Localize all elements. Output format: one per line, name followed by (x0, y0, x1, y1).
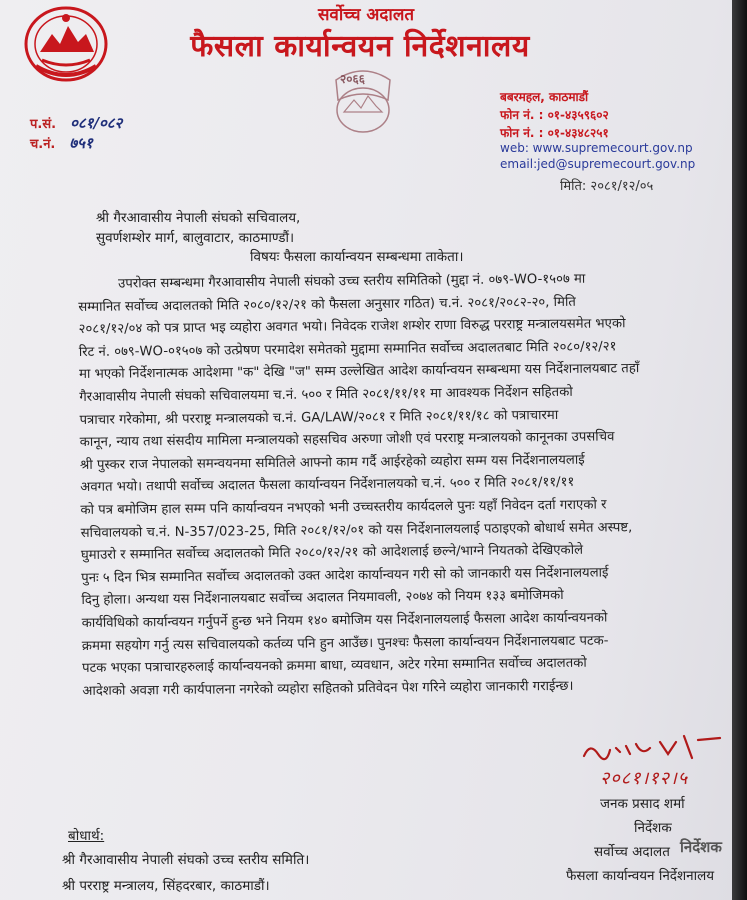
department-title: फैसला कार्यान्वयन निर्देशनालय (190, 29, 530, 64)
body-line: आदेशको अवज्ञा गरी कार्यपालना नगरेको व्यहोरा सहितको प्रतिवेदन पेश गरिने व्यहोरा जानकारी गराईन्छ। (82, 678, 574, 699)
cc-item: श्री गैरआवासीय नेपाली संघको उच्च स्तरीय समिति। (62, 852, 310, 868)
letter-date: मिति: २०८१/१२/०५ (560, 179, 654, 194)
handwritten-date: २०८१।१२।५ (600, 768, 689, 789)
letter-body (78, 267, 727, 703)
cc-label: बोधार्थ: (68, 828, 105, 844)
body-line: रिट नं. ०७९-WO-०१५०७ को उत्प्रेषण परमादेश समेतको मुद्दामा सम्मानित सर्वोच्च अदालतबाट मिति २०८०/१२/२१ (78, 339, 617, 360)
patra-sankhya: प.सं. ०८१/०८२ (30, 114, 123, 132)
stamp-year: २०६६ (340, 72, 365, 86)
body-line: पटक भएका पत्राचारहरुलाई कार्यान्वयनको क्रममा बाधा, व्यवधान, अटेर गरेमा सम्मानित सर्वोच्च अदालतको (82, 655, 587, 677)
body-line: कार्यविधिको कार्यान्वयन गर्नुपर्ने हुन्छ भने नियम १४० बमोजिम यस निर्देशनालयलाई फैसला आदेश कार्यान्वयनको (81, 610, 608, 631)
signer-office-2: फैसला कार्यान्वयन निर्देशनालय (566, 868, 715, 884)
stamp-overprint: निर्देशक (680, 838, 722, 856)
body-line: श्री पुस्कर राज नेपालको समन्वयनमा समितिले आफ्नो काम गर्दै आईरहेको व्यहोरा सम्म यस निर्देशनालयलाई (79, 452, 585, 473)
signer-office-1: सर्वोच्च अदालत (594, 844, 670, 860)
body-line: सम्मानित सर्वोच्च अदालतको मिति २०८०/१२/२१ को फैसला अनुसार गठित) च.नं. २०८१/२०८२-२०, मिति (78, 294, 576, 315)
phone-2: फोन नं. : ०१-४३४८२५१ (500, 126, 609, 140)
recipient-line-1: श्री गैरआवासीय नेपाली संघको सचिवालय, (96, 210, 301, 226)
letter-subject: विषयः फैसला कार्यान्वयन सम्बन्धमा ताकेता। (250, 249, 464, 265)
body-line: अवगत भयो। तथापी सर्वोच्च अदालत फैसला कार्यान्वयन निर्देशनालयको च.नं. ५०० र मिति २०८१/११/११ (80, 475, 575, 496)
body-line: उपरोक्त सम्बन्धमा गैरआवासीय नेपाली संघको उच्च स्तरीय समितिको (मुद्दा नं. ०७९-WO-१५०७ मा (118, 271, 586, 292)
signer-name: जनक प्रसाद शर्मा (600, 796, 685, 812)
body-line: पुनः ५ दिन भित्र सम्मानित सर्वोच्च अदालतको उक्त आदेश कार्यान्वयन गरी सो को जानकारी यस निर्देशनालयलाई (81, 565, 609, 586)
court-name: सर्वोच्च अदालत (317, 5, 415, 25)
body-line: गैरआवासीय नेपाली संघको सचिवालयमा च.नं. ५०० र मिति २०८१/११/११ मा आवश्यक निर्देशन सहितको (79, 384, 573, 405)
office-address: बबरमहल, काठमाडौं (500, 90, 589, 104)
recipient-line-2: सुवर्णशम्शेर मार्ग, बालुवाटार, काठमाण्डौं। (96, 230, 295, 246)
body-line: दिनु होला। अन्यथा यस निर्देशनालयबाट सर्वोच्च अदालत नियमावली, २०७४ को नियम १३३ बमोजिमको (81, 588, 564, 609)
page-shadow-edge (732, 0, 747, 900)
cc-item: श्री परराष्ट्र मन्त्रालय, सिंहदरबार, काठमाडौं। (62, 878, 270, 894)
body-line: पत्राचार गरेकोमा, श्री परराष्ट्र मन्त्रालयको च.नं. GA/LAW/२०८१ र मिति २०८१/११/१८ को पत्राचारमा (79, 407, 559, 428)
body-line: २०८१/१२/०४ को पत्र प्राप्त भइ व्यहोरा अवगत भयो। निवेदक राजेश शम्शेर राणा विरुद्ध परराष्ट्र मन्त्रालयसमेत भएको (78, 316, 626, 338)
body-line: को पत्र बमोजिम हाल सम्म पनि कार्यान्वयन नभएको भनी उच्चस्तरीय कार्यदलले पुनः यहाँ निवेदन दर्ता गराएको र (80, 497, 607, 518)
body-line: सचिवालयको च.नं. N-357/023-25, मिति २०८१/१२/०१ को यस निर्देशनालयलाई पठाइएको बोधार्थ समेत अस्पष्ट, (80, 519, 633, 541)
body-line: क्रममा सहयोग गर्नु त्यस सचिवालयको कर्तव्य पनि हुन आउँछ। पुनश्चः फैसला कार्यान्वयन निर्देशनालयबाट पटक- (81, 632, 609, 654)
body-line: मा भएको निर्देशनात्मक आदेशमा "क" देखि "ज" सम्म उल्लेखित आदेश कार्यान्वयन सम्बन्धमा यस निर्देशनालयबाट तहाँ (78, 361, 640, 383)
email-link[interactable]: email:jed@supremecourt.gov.np (500, 157, 696, 171)
body-line: कानून, न्याय तथा संसदीय मामिला मन्त्रालयको सहसचिव अरुणा जोशी एवं परराष्ट्र मन्त्रालयको कानूनका उपसचिव (79, 429, 615, 451)
chalani-number: च.नं. ७५१ (30, 134, 93, 152)
body-line: घुमाउरो र सम्मानित सर्वोच्च अदालतको मिति २०८०/१२/२१ को आदेशलाई छल्ने/भाग्ने नियतको देखिएकोले (80, 542, 584, 564)
website-link[interactable]: web: www.supremecourt.gov.np (500, 141, 693, 155)
phone-1: फोन नं. : ०१-४३५९६०२ (500, 108, 609, 122)
signer-title: निर्देशक (634, 820, 672, 836)
